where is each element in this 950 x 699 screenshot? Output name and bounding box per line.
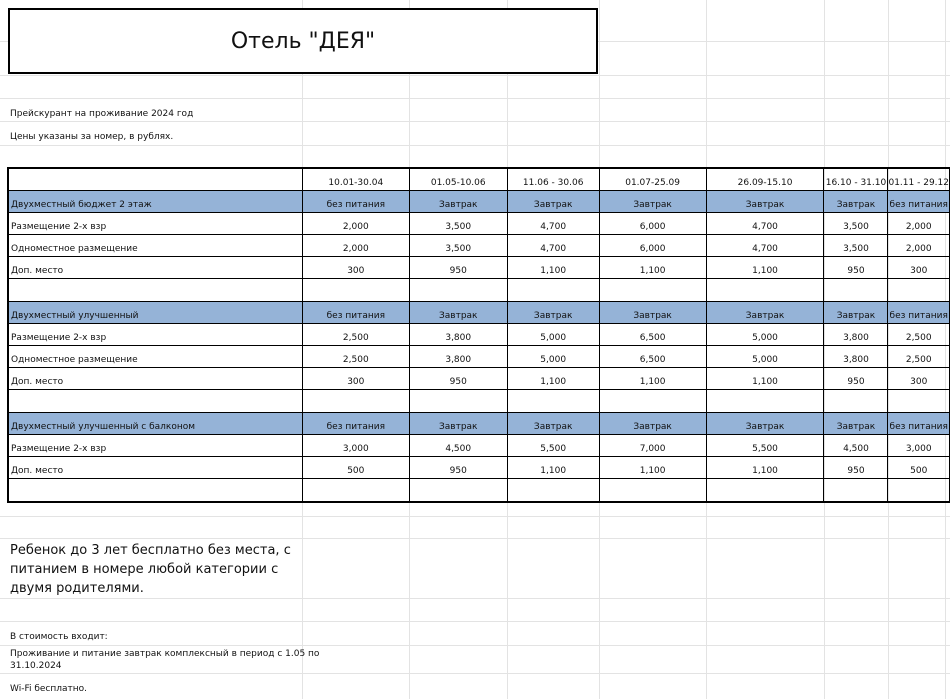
meal-plan-cell[interactable]: без питания (888, 302, 950, 324)
price-cell[interactable]: 3,500 (824, 235, 888, 257)
price-cell[interactable]: 3,000 (302, 435, 409, 457)
meal-plan-cell[interactable]: Завтрак (706, 302, 824, 324)
price-cell[interactable]: 950 (824, 257, 888, 279)
price-cell[interactable]: 3,800 (824, 324, 888, 346)
price-cell[interactable]: 3,800 (409, 346, 507, 368)
period-header-cell[interactable]: 01.07-25.09 (599, 169, 706, 191)
price-cell[interactable]: 1,100 (599, 457, 706, 479)
empty-cell[interactable] (599, 479, 706, 502)
price-cell[interactable]: 300 (302, 368, 409, 390)
room-category-row (9, 191, 950, 213)
price-cell[interactable]: 3,500 (409, 213, 507, 235)
price-row (9, 457, 950, 479)
empty-cell[interactable] (888, 479, 950, 502)
empty-cell[interactable] (9, 390, 303, 413)
hotel-title-box[interactable] (8, 8, 598, 74)
empty-cell[interactable] (302, 279, 409, 302)
empty-cell[interactable] (507, 390, 599, 413)
price-cell[interactable]: 5,500 (706, 435, 824, 457)
period-header-cell[interactable]: 01.11 - 29.12 (888, 169, 950, 191)
meal-plan-cell[interactable]: без питания (888, 191, 950, 213)
hotel-title: Отель "ДЕЯ" (230, 28, 376, 54)
meal-plan-cell[interactable]: без питания (302, 413, 409, 435)
empty-cell[interactable] (824, 279, 888, 302)
price-cell[interactable]: 3,800 (409, 324, 507, 346)
period-header-cell[interactable]: 10.01-30.04 (302, 169, 409, 191)
spacer-row (9, 390, 950, 413)
empty-cell[interactable] (507, 279, 599, 302)
price-cell[interactable]: 2,500 (302, 324, 409, 346)
prices-note[interactable]: Цены указаны за номер, в рублях. (10, 132, 174, 142)
price-cell[interactable]: 1,100 (507, 457, 599, 479)
price-cell[interactable]: 5,000 (706, 346, 824, 368)
price-cell[interactable]: 2,000 (302, 235, 409, 257)
empty-cell[interactable] (824, 390, 888, 413)
price-cell[interactable]: 4,700 (706, 213, 824, 235)
meal-plan-cell[interactable]: Завтрак (599, 413, 706, 435)
included-title[interactable]: В стоимость входит: (10, 632, 108, 642)
price-cell[interactable]: 5,500 (507, 435, 599, 457)
occupancy-label[interactable]: Размещение 2-х взр (9, 435, 303, 457)
price-row (9, 368, 950, 390)
meal-plan-cell[interactable]: Завтрак (507, 191, 599, 213)
empty-cell[interactable] (9, 279, 303, 302)
empty-cell[interactable] (302, 390, 409, 413)
price-cell[interactable]: 4,700 (507, 235, 599, 257)
price-cell[interactable]: 1,100 (706, 457, 824, 479)
empty-cell[interactable] (706, 479, 824, 502)
room-category-name[interactable]: Двухместный улучшенный с балконом (9, 413, 303, 435)
price-cell[interactable]: 6,500 (599, 346, 706, 368)
empty-cell[interactable] (409, 479, 507, 502)
price-row (9, 235, 950, 257)
empty-cell[interactable] (9, 479, 303, 502)
price-cell[interactable]: 300 (888, 368, 950, 390)
price-cell[interactable]: 2,500 (888, 346, 950, 368)
price-table (8, 168, 950, 502)
empty-cell[interactable] (706, 279, 824, 302)
price-row (9, 346, 950, 368)
occupancy-label[interactable]: Размещение 2-х взр (9, 324, 303, 346)
meal-plan-cell[interactable]: Завтрак (706, 191, 824, 213)
price-cell[interactable]: 5,000 (507, 346, 599, 368)
price-cell[interactable]: 4,500 (824, 435, 888, 457)
price-list-heading[interactable]: Прейскурант на проживание 2024 год (10, 109, 194, 119)
price-cell[interactable]: 950 (409, 457, 507, 479)
period-header-cell[interactable]: 26.09-15.10 (706, 169, 824, 191)
occupancy-label[interactable]: Одноместное размещение (9, 235, 303, 257)
empty-cell[interactable] (824, 479, 888, 502)
meal-plan-cell[interactable]: Завтрак (824, 302, 888, 324)
price-cell[interactable]: 2,500 (302, 346, 409, 368)
meal-plan-cell[interactable]: Завтрак (409, 191, 507, 213)
spacer-row (9, 279, 950, 302)
price-row (9, 213, 950, 235)
price-cell[interactable]: 1,100 (706, 257, 824, 279)
room-category-name[interactable]: Двухместный бюджет 2 этаж (9, 191, 303, 213)
wifi-note[interactable]: Wi-Fi бесплатно. (10, 684, 88, 694)
price-cell[interactable]: 1,100 (507, 368, 599, 390)
period-header-cell[interactable]: 01.05-10.06 (409, 169, 507, 191)
occupancy-label[interactable]: Одноместное размещение (9, 346, 303, 368)
spacer-row (9, 479, 950, 502)
price-cell[interactable]: 3,000 (888, 435, 950, 457)
price-cell[interactable]: 4,700 (507, 213, 599, 235)
price-cell[interactable]: 6,000 (599, 213, 706, 235)
meal-plan-cell[interactable]: Завтрак (409, 302, 507, 324)
price-row (9, 324, 950, 346)
price-cell[interactable]: 7,000 (599, 435, 706, 457)
price-cell[interactable]: 950 (409, 257, 507, 279)
period-header-cell[interactable]: 16.10 - 31.10 (824, 169, 888, 191)
empty-cell[interactable] (888, 279, 950, 302)
header-corner-cell[interactable] (9, 169, 303, 191)
price-cell[interactable]: 2,000 (888, 235, 950, 257)
price-cell[interactable]: 1,100 (599, 368, 706, 390)
price-cell[interactable]: 500 (302, 457, 409, 479)
child-policy-note[interactable]: Ребенок до 3 лет бесплатно без места, с питанием в номере любой категории с двумя родителями. (10, 543, 291, 596)
occupancy-label[interactable]: Размещение 2-х взр (9, 213, 303, 235)
occupancy-label[interactable]: Доп. место (9, 257, 303, 279)
meal-plan-cell[interactable]: Завтрак (824, 413, 888, 435)
room-category-name[interactable]: Двухместный улучшенный (9, 302, 303, 324)
included-line-1[interactable]: Проживание и питание завтрак комплексный в период с 1.05 по (10, 649, 320, 659)
empty-cell[interactable] (409, 390, 507, 413)
price-row (9, 435, 950, 457)
price-cell[interactable]: 950 (409, 368, 507, 390)
price-cell[interactable]: 5,000 (706, 324, 824, 346)
price-cell[interactable]: 1,100 (706, 368, 824, 390)
room-category-row (9, 302, 950, 324)
meal-plan-cell[interactable]: Завтрак (507, 413, 599, 435)
empty-cell[interactable] (302, 479, 409, 502)
meal-plan-cell[interactable]: Завтрак (599, 302, 706, 324)
price-cell[interactable]: 3,500 (824, 213, 888, 235)
price-cell[interactable]: 6,000 (599, 235, 706, 257)
price-cell[interactable]: 4,500 (409, 435, 507, 457)
empty-cell[interactable] (599, 279, 706, 302)
included-line-2[interactable]: 31.10.2024 (10, 661, 62, 671)
empty-cell[interactable] (888, 390, 950, 413)
meal-plan-cell[interactable]: без питания (302, 302, 409, 324)
occupancy-label[interactable]: Доп. место (9, 457, 303, 479)
price-cell[interactable]: 500 (888, 457, 950, 479)
meal-plan-cell[interactable]: без питания (302, 191, 409, 213)
occupancy-label[interactable]: Доп. место (9, 368, 303, 390)
price-cell[interactable]: 3,500 (409, 235, 507, 257)
price-cell[interactable]: 1,100 (599, 257, 706, 279)
meal-plan-cell[interactable]: Завтрак (706, 413, 824, 435)
price-cell[interactable]: 2,000 (888, 213, 950, 235)
empty-cell[interactable] (507, 479, 599, 502)
price-cell[interactable]: 3,800 (824, 346, 888, 368)
price-cell[interactable]: 950 (824, 368, 888, 390)
meal-plan-cell[interactable]: без питания (888, 413, 950, 435)
period-header-row (9, 169, 950, 191)
price-cell[interactable]: 950 (824, 457, 888, 479)
price-cell[interactable]: 300 (302, 257, 409, 279)
empty-cell[interactable] (599, 390, 706, 413)
empty-cell[interactable] (706, 390, 824, 413)
price-row (9, 257, 950, 279)
price-cell[interactable]: 2,500 (888, 324, 950, 346)
meal-plan-cell[interactable]: Завтрак (507, 302, 599, 324)
meal-plan-cell[interactable]: Завтрак (824, 191, 888, 213)
meal-plan-cell[interactable]: Завтрак (599, 191, 706, 213)
price-cell[interactable]: 2,000 (302, 213, 409, 235)
meal-plan-cell[interactable]: Завтрак (409, 413, 507, 435)
empty-cell[interactable] (409, 279, 507, 302)
period-header-cell[interactable]: 11.06 - 30.06 (507, 169, 599, 191)
price-cell[interactable]: 5,000 (507, 324, 599, 346)
price-cell[interactable]: 300 (888, 257, 950, 279)
price-cell[interactable]: 6,500 (599, 324, 706, 346)
price-cell[interactable]: 1,100 (507, 257, 599, 279)
price-cell[interactable]: 4,700 (706, 235, 824, 257)
room-category-row (9, 413, 950, 435)
